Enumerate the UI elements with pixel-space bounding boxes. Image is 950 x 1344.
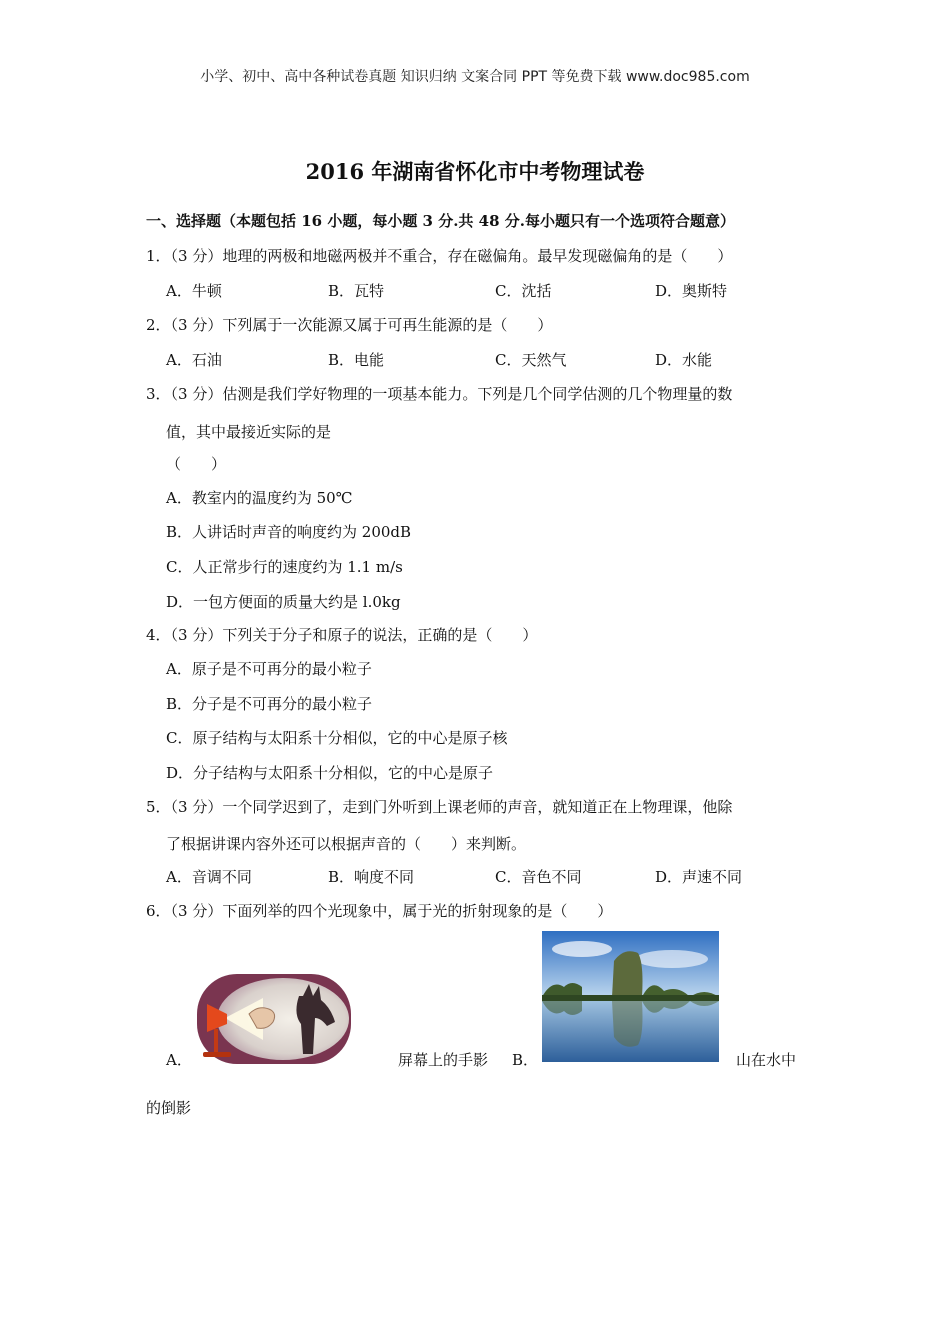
question-3-answer-blank: （ ）: [166, 455, 227, 473]
question-1-stem: 1．（3 分）地理的两极和地磁两极并不重合，存在磁偏角。最早发现磁偏角的是（ ）: [146, 247, 733, 265]
question-1-option-b: B．瓦特: [328, 282, 385, 300]
question-6-option-b-text-continued: 的倒影: [146, 1099, 192, 1117]
question-6-option-a-label: A．: [166, 1051, 192, 1069]
question-5-stem-continued: 了根据讲课内容外还可以根据声音的（ ）来判断。: [166, 835, 527, 853]
question-1-option-d: D．奥斯特: [655, 282, 728, 300]
question-6-stem: 6．（3 分）下面列举的四个光现象中，属于光的折射现象的是（ ）: [146, 902, 613, 920]
question-5-option-b: B．响度不同: [328, 868, 415, 886]
question-3-stem-continued: 值，其中最接近实际的是: [166, 423, 332, 441]
question-3-option-a: A．教室内的温度约为 50℃: [166, 489, 353, 507]
question-1-option-a: A．牛顿: [166, 282, 222, 300]
question-4-option-a: A．原子是不可再分的最小粒子: [166, 660, 372, 678]
question-3-option-d: D．一包方便面的质量大约是 l.0kg: [166, 593, 401, 611]
hand-shadow-image: [197, 974, 351, 1064]
question-2-option-d: D．水能: [655, 351, 713, 369]
page-header: 小学、初中、高中各种试卷真题 知识归纳 文案合同 PPT 等免费下载 www.doc985.com: [200, 69, 750, 85]
question-4-option-d: D．分子结构与太阳系十分相似，它的中心是原子: [166, 764, 494, 782]
section-heading: 一、选择题（本题包括 16 小题，每小题 3 分.共 48 分.每小题只有一个选项符合题意）: [146, 212, 735, 230]
question-3-option-c: C．人正常步行的速度约为 1.1 m/s: [166, 558, 403, 576]
question-1-option-c: C．沈括: [495, 282, 552, 300]
question-2-option-b: B．电能: [328, 351, 385, 369]
question-5-option-d: D．声速不同: [655, 868, 743, 886]
question-5-option-c: C．音色不同: [495, 868, 582, 886]
question-2-option-a: A．石油: [166, 351, 222, 369]
question-6-option-a-text: 屏幕上的手影: [398, 1051, 489, 1069]
question-4-option-b: B．分子是不可再分的最小粒子: [166, 695, 373, 713]
mountain-reflection-image: [542, 931, 719, 1062]
question-2-option-c: C．天然气: [495, 351, 567, 369]
question-2-stem: 2．（3 分）下列属于一次能源又属于可再生能源的是（ ）: [146, 316, 553, 334]
question-5-stem: 5．（3 分）一个同学迟到了，走到门外听到上课老师的声音，就知道正在上物理课，他除: [146, 798, 733, 816]
question-4-option-c: C．原子结构与太阳系十分相似，它的中心是原子核: [166, 729, 508, 747]
question-6-option-b-label: B．: [512, 1051, 539, 1069]
question-6-option-b-text: 山在水中: [736, 1051, 797, 1069]
page-title: 2016 年湖南省怀化市中考物理试卷: [305, 159, 645, 184]
question-3-stem: 3．（3 分）估测是我们学好物理的一项基本能力。下列是几个同学估测的几个物理量的数: [146, 385, 733, 403]
question-3-option-b: B．人讲话时声音的响度约为 200dB: [166, 523, 412, 541]
question-4-stem: 4．（3 分）下列关于分子和原子的说法，正确的是（ ）: [146, 626, 538, 644]
question-5-option-a: A．音调不同: [166, 868, 252, 886]
